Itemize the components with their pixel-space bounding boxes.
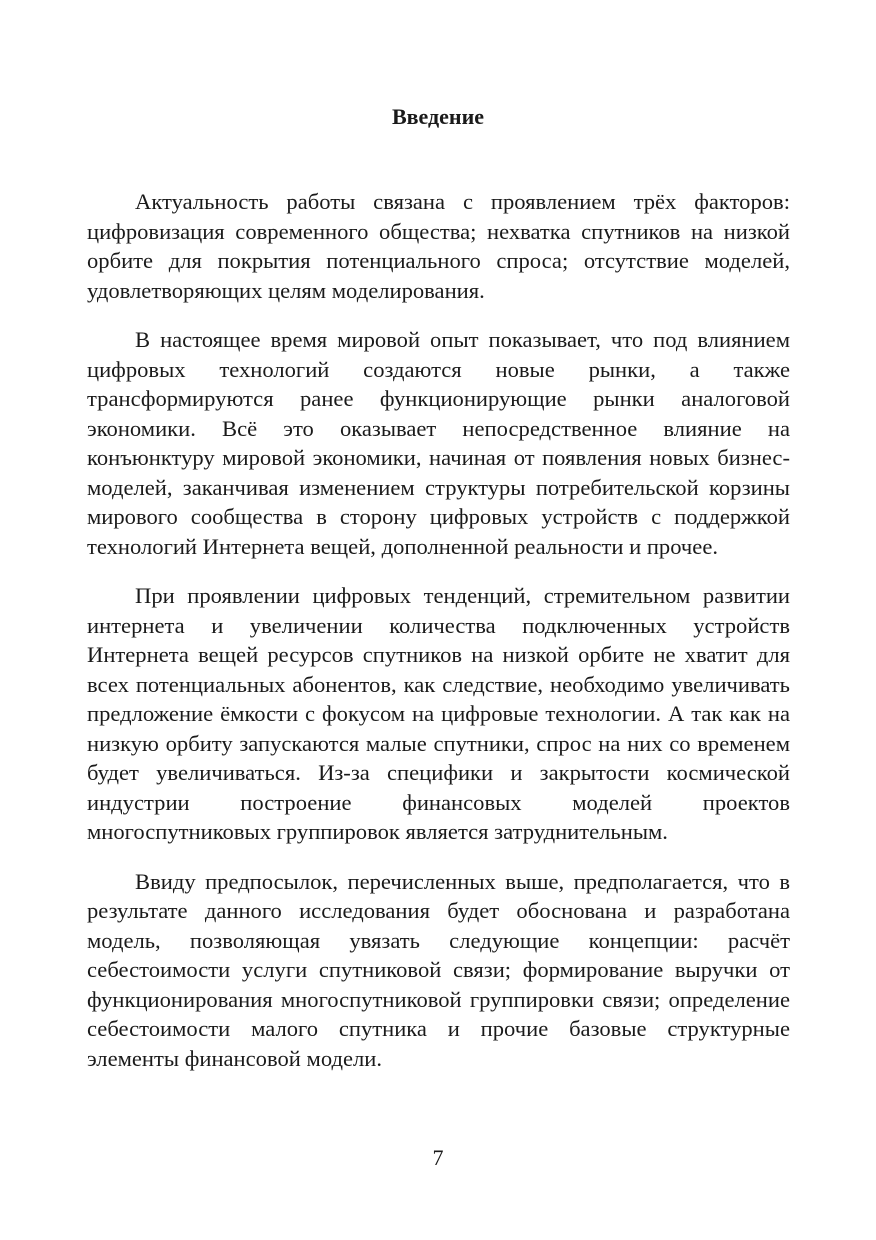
paragraph-digital-trends: При проявлении цифровых тенденций, стремительном развитии интернета и увеличении количества подключенных устройств Интернета вещей ресурсов спутников на низкой орбите не хватит для всех потенциальных абонентов, как следствие, необходимо увеличивать предложение ёмкости с фокусом на цифровые технологии. А так как на низкую орбиту запускаются малые спутники, спрос на них со временем будет увеличиваться. Из-за специфики и закрытости космической индустрии построение финансовых моделей проектов многоспутниковых группировок является затруднительным. — [87, 583, 790, 844]
paragraph-research-goal: Ввиду предпосылок, перечисленных выше, предполагается, что в результате данного исследования будет обоснована и разработана модель, позволяющая увязать следующие концепции: расчёт себестоимости услуги спутниковой связи; формирование выручки от функционирования многоспутниковой группировки связи; определение себестоимости малого спутника и прочие базовые структурные элементы финансовой модели. — [87, 868, 790, 1071]
page-number: 7 — [432, 1145, 444, 1170]
body-text — [87, 187, 790, 1093]
paragraph-relevance: Актуальность работы связана с проявлением трёх факторов: цифровизация современного общества; нехватка спутников на низкой орбите для покрытия потенциального спроса; отсутствие моделей, удовлетворяющих целям моделирования. — [87, 189, 790, 303]
page-title: Введение — [391, 104, 485, 129]
paragraph-world-experience: В настоящее время мировой опыт показывает, что под влиянием цифровых технологий создаются новые рынки, а также трансформируются ранее функционирующие рынки аналоговой экономики. Всё это оказывает непосредственное влияние на конъюнктуру мировой экономики, начиная от появления новых бизнес-моделей, заканчивая изменением структуры потребительской корзины мирового сообщества в сторону цифровых устройств с поддержкой технологий Интернета вещей, дополненной реальности и прочее. — [87, 327, 790, 559]
